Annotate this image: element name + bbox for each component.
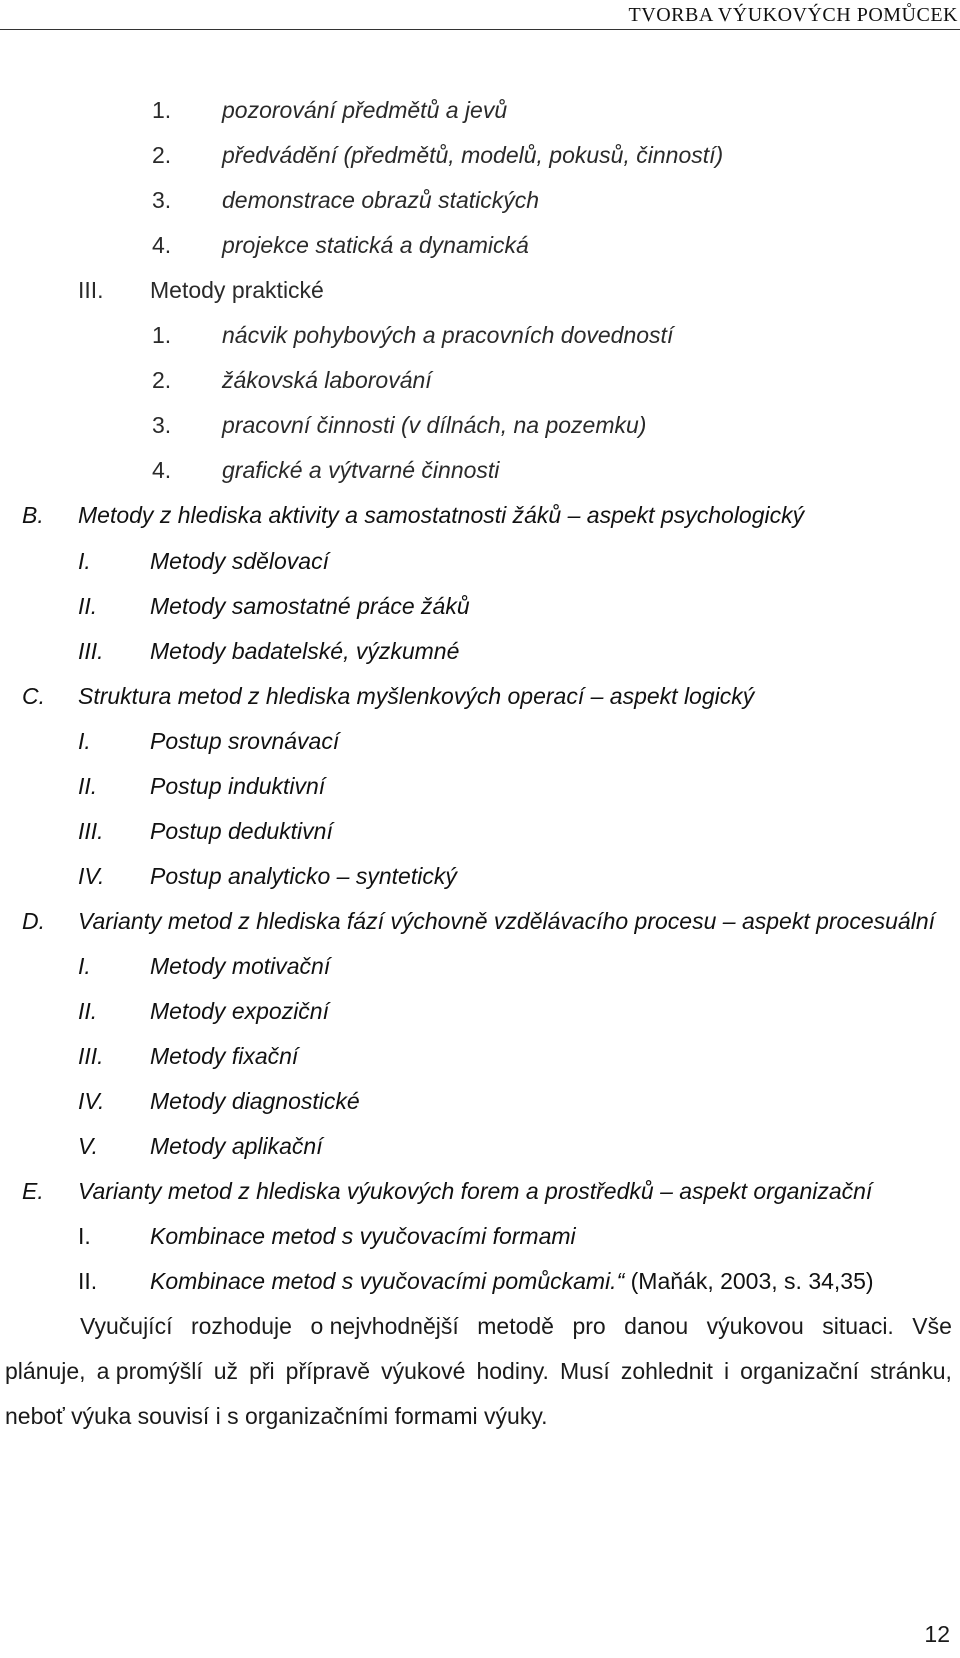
list-item-label: Kombinace metod s vyučovacími pomůckami.“ — [150, 1268, 625, 1294]
list-item-marker: II. — [78, 998, 98, 1024]
paragraph-word: Vyučující — [80, 1313, 173, 1339]
list-item-text — [222, 96, 507, 124]
list-item-marker: III. — [78, 638, 104, 664]
list-item-marker: I. — [78, 1223, 91, 1249]
list-item-text — [150, 862, 457, 890]
list-item-text — [222, 321, 673, 349]
list-item-marker: 3. — [152, 412, 172, 438]
list-item-label: Metody sdělovací — [150, 548, 329, 574]
paragraph-word: Musí — [559, 1358, 610, 1384]
list-item-label: demonstrace obrazů statických — [222, 187, 540, 213]
list-item-label: Metody motivační — [150, 953, 331, 979]
list-item-label: projekce statická a dynamická — [222, 232, 529, 258]
paragraph-word: výukovou — [706, 1313, 804, 1339]
paragraph-word: Vše — [912, 1313, 952, 1339]
list-item-text — [150, 817, 333, 845]
list-item-text — [150, 1222, 576, 1250]
list-item-text — [150, 547, 329, 575]
list-item-marker: C. — [22, 683, 45, 709]
list-item-label: pracovní činnosti (v dílnách, na pozemku) — [222, 412, 647, 438]
list-item-label: pozorování předmětů a jevů — [222, 97, 508, 123]
list-item-marker: II. — [78, 773, 98, 799]
list-item-text — [150, 1087, 360, 1115]
list-item-marker: 2. — [152, 142, 172, 168]
list-item-text — [222, 366, 432, 394]
list-item-marker: 4. — [152, 457, 172, 483]
paragraph-line-3: neboť výuka souvisí i s organizačními formami výuky. — [5, 1403, 548, 1429]
paragraph-word: danou — [624, 1313, 689, 1339]
list-item-label: Postup deduktivní — [150, 818, 333, 844]
list-item-text — [222, 411, 646, 439]
list-item-marker: III. — [78, 1043, 104, 1069]
paragraph-line-1 — [5, 1312, 952, 1340]
list-item-text — [78, 501, 804, 529]
list-item-marker: 3. — [152, 187, 172, 213]
header-rule — [0, 29, 960, 30]
paragraph-word: plánuje, — [5, 1358, 86, 1384]
list-item-text — [150, 772, 325, 800]
list-item-label: Postup analyticko – syntetický — [150, 863, 457, 889]
list-item-text — [150, 727, 339, 755]
running-header: TVORBA VÝUKOVÝCH POMŮCEK — [628, 4, 958, 26]
list-item-text — [222, 186, 539, 214]
list-item-label: Postup induktivní — [150, 773, 326, 799]
paragraph-word: i — [723, 1358, 730, 1384]
list-item-label: žákovská laborování — [222, 367, 432, 393]
list-item-marker: B. — [22, 502, 44, 528]
list-item-label: Postup srovnávací — [150, 728, 340, 754]
paragraph-word: o nejvhodnější — [310, 1313, 459, 1339]
list-item-text — [150, 592, 470, 620]
list-item-marker: IV. — [78, 1088, 105, 1114]
list-item-label: Metody expoziční — [150, 998, 329, 1024]
list-item-text — [150, 637, 459, 665]
paragraph-word: už — [213, 1358, 239, 1384]
list-item-marker: 1. — [152, 322, 172, 348]
list-item-label: Metody z hlediska aktivity a samostatnosti žáků – aspekt psychologický — [78, 502, 805, 528]
list-item-marker: 4. — [152, 232, 172, 258]
list-item-label: grafické a výtvarné činnosti — [222, 457, 500, 483]
list-item-text — [222, 456, 499, 484]
list-item-marker: V. — [78, 1133, 99, 1159]
paragraph-word: při — [249, 1358, 275, 1384]
paragraph-word: výukové — [381, 1358, 466, 1384]
list-item-label: Metody praktické — [150, 277, 324, 303]
paragraph-word: stránku, — [870, 1358, 952, 1384]
list-item-marker: II. — [78, 593, 98, 619]
list-item-label: předvádění (předmětů, modelů, pokusů, činností) — [222, 142, 724, 168]
list-item-marker: I. — [78, 548, 91, 574]
page-number: 12 — [924, 1621, 950, 1647]
list-item-text — [150, 1267, 874, 1295]
list-item-marker: D. — [22, 908, 45, 934]
list-item-text — [222, 231, 529, 259]
list-item-text — [150, 276, 324, 304]
list-item-text — [150, 1042, 298, 1070]
list-item-marker: 2. — [152, 367, 172, 393]
paragraph-word: zohlednit — [620, 1358, 713, 1384]
list-item-marker: IV. — [78, 863, 105, 889]
paragraph-word: organizační — [740, 1358, 860, 1384]
paragraph-word: přípravě — [285, 1358, 371, 1384]
list-item-marker: I. — [78, 728, 91, 754]
paragraph-word: hodiny. — [476, 1358, 549, 1384]
list-item-marker: III. — [78, 818, 104, 844]
list-item-label: Kombinace metod s vyučovacími formami — [150, 1223, 576, 1249]
list-item-text — [222, 141, 723, 169]
list-item-text — [78, 907, 935, 935]
list-item-text — [150, 952, 330, 980]
list-item-marker: III. — [78, 277, 104, 303]
list-item-label: Metody diagnostické — [150, 1088, 360, 1114]
list-item-label: Struktura metod z hlediska myšlenkových operací – aspekt logický — [78, 683, 755, 709]
paragraph-word: a promýšlí — [96, 1358, 203, 1384]
citation: (Maňák, 2003, s. 34,35) — [624, 1268, 874, 1294]
paragraph-word: rozhoduje — [190, 1313, 292, 1339]
list-item-text — [78, 682, 754, 710]
list-item-text — [78, 1177, 872, 1205]
list-item-label: nácvik pohybových a pracovních dovedností — [222, 322, 674, 348]
list-item-label: Varianty metod z hlediska výukových forem a prostředků – aspekt organizační — [78, 1178, 873, 1204]
list-item-marker: II. — [78, 1268, 98, 1294]
list-item-label: Metody badatelské, výzkumné — [150, 638, 460, 664]
paragraph-word: metodě — [477, 1313, 554, 1339]
list-item-label: Metody samostatné práce žáků — [150, 593, 470, 619]
list-item-label: Varianty metod z hlediska fází výchovně vzdělávacího procesu – aspekt procesuální — [78, 908, 936, 934]
closing-paragraph — [5, 1312, 952, 1430]
paragraph-word: situaci. — [822, 1313, 894, 1339]
list-item-text — [150, 1132, 323, 1160]
list-item-marker: I. — [78, 953, 91, 979]
list-item-label: Metody aplikační — [150, 1133, 323, 1159]
list-item-marker: E. — [22, 1178, 44, 1204]
list-item-marker: 1. — [152, 97, 172, 123]
list-item-label: Metody fixační — [150, 1043, 299, 1069]
list-item-text — [150, 997, 329, 1025]
paragraph-word: pro — [572, 1313, 606, 1339]
paragraph-line-2 — [5, 1357, 952, 1385]
